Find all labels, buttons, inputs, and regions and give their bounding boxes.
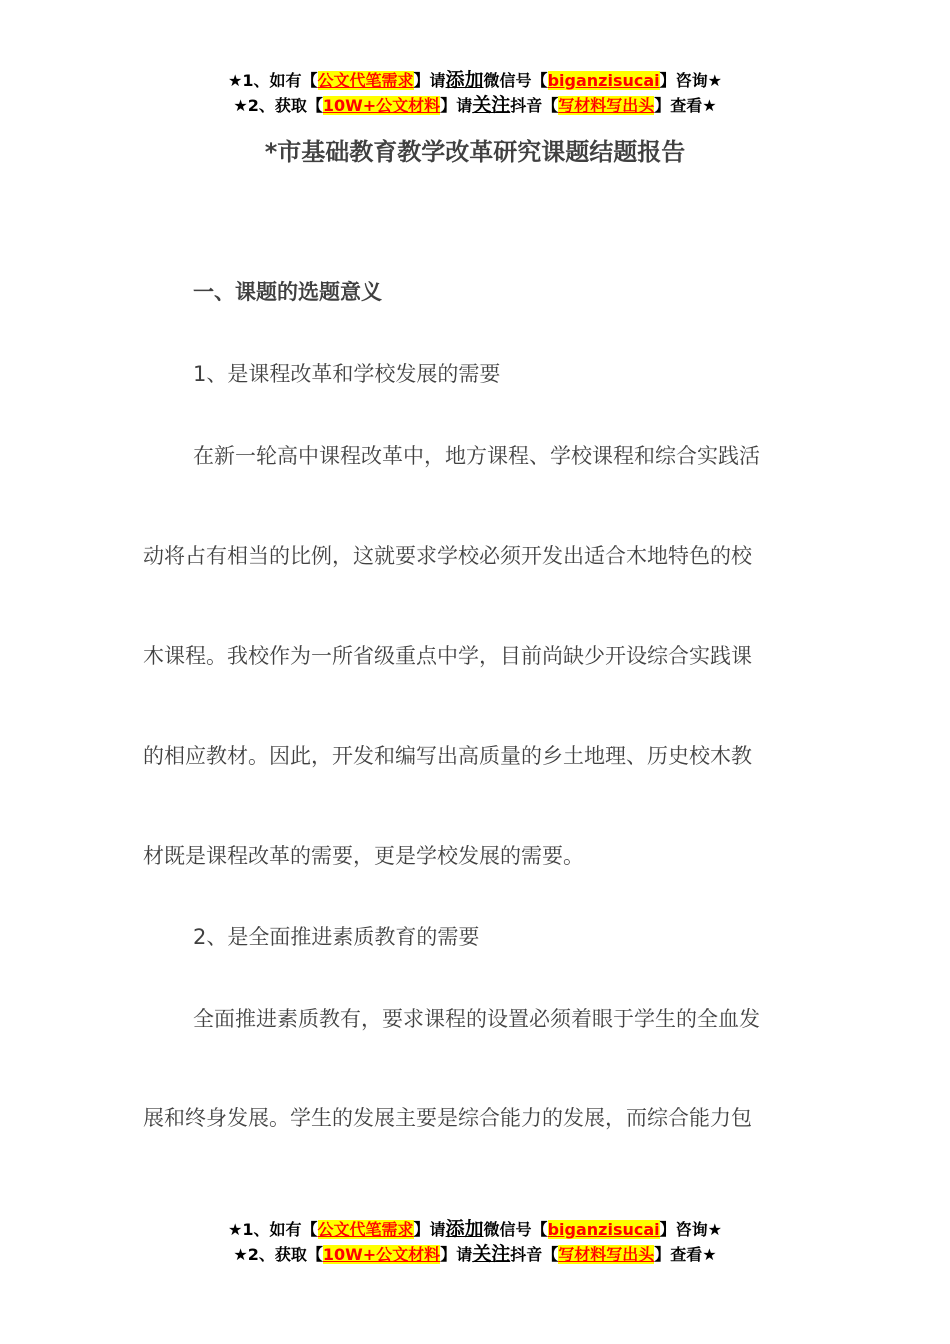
star-icon: ★	[228, 1220, 243, 1239]
promo-douyin-id: 写材料写出头	[558, 1245, 655, 1264]
star-icon: ★	[702, 96, 717, 115]
promo-wechat-id: biganzisucai	[547, 71, 660, 90]
promo-text: 】请	[440, 96, 473, 115]
promo-text: 微信号【	[483, 1220, 548, 1239]
promo-banner-top	[0, 68, 950, 118]
paragraph-line: 展和终身发展。学生的发展主要是综合能力的发展，而综合能力包	[143, 1106, 752, 1130]
promo-text: 2、获取【	[247, 96, 323, 115]
paragraph-line: 木课程。我校作为一所省级重点中学，目前尚缺少开设综合实践课	[143, 644, 752, 668]
promo-emphasis: 关注	[472, 94, 511, 116]
promo-highlight: 10W+公文材料	[322, 96, 441, 115]
promo-text: 微信号【	[483, 71, 548, 90]
promo-text: 抖音【	[510, 96, 559, 115]
promo-highlight: 10W+公文材料	[322, 1245, 441, 1264]
promo-emphasis: 添加	[445, 69, 484, 91]
promo-text: 抖音【	[510, 1245, 559, 1264]
promo-emphasis: 关注	[472, 1243, 511, 1265]
promo-highlight: 公文代笔需求	[317, 1220, 414, 1239]
promo-wechat-id: biganzisucai	[547, 1220, 660, 1239]
promo-text: 2、获取【	[247, 1245, 323, 1264]
promo-line-2	[0, 93, 950, 118]
promo-text: 1、如有【	[242, 71, 318, 90]
star-icon: ★	[702, 1245, 717, 1264]
subsection-heading: 1、是课程改革和学校发展的需要	[193, 362, 501, 386]
promo-text: 】查看	[654, 96, 703, 115]
star-icon: ★	[233, 1245, 248, 1264]
paragraph-line: 全面推进素质教有，要求课程的设置必须着眼于学生的全血发	[193, 1007, 760, 1031]
section-heading: 一、课题的选题意义	[193, 280, 382, 304]
paragraph-line: 动将占有相当的比例，这就要求学校必须开发出适合木地特色的校	[143, 544, 752, 568]
document-title: *市基础教育教学改革研究课题结题报告	[264, 138, 686, 166]
promo-banner-bottom	[0, 1217, 950, 1267]
star-icon: ★	[228, 71, 243, 90]
star-icon: ★	[707, 71, 722, 90]
promo-text: 】请	[413, 1220, 446, 1239]
promo-text: 】咨询	[659, 1220, 708, 1239]
paragraph-line: 在新一轮高中课程改革中，地方课程、学校课程和综合实践活	[193, 444, 760, 468]
promo-text: 1、如有【	[242, 1220, 318, 1239]
promo-line-2	[0, 1242, 950, 1267]
paragraph-line: 材既是课程改革的需要，更是学校发展的需要。	[143, 844, 584, 868]
promo-emphasis: 添加	[445, 1218, 484, 1240]
promo-text: 】咨询	[659, 71, 708, 90]
paragraph-line: 的相应教材。因此，开发和编写出高质量的乡土地理、历史校木教	[143, 744, 752, 768]
star-icon: ★	[707, 1220, 722, 1239]
promo-highlight: 公文代笔需求	[317, 71, 414, 90]
promo-line-1	[0, 1217, 950, 1242]
promo-text: 】查看	[654, 1245, 703, 1264]
star-icon: ★	[233, 96, 248, 115]
promo-line-1	[0, 68, 950, 93]
promo-douyin-id: 写材料写出头	[558, 96, 655, 115]
promo-text: 】请	[440, 1245, 473, 1264]
promo-text: 】请	[413, 71, 446, 90]
subsection-heading: 2、是全面推进素质教育的需要	[193, 925, 480, 949]
